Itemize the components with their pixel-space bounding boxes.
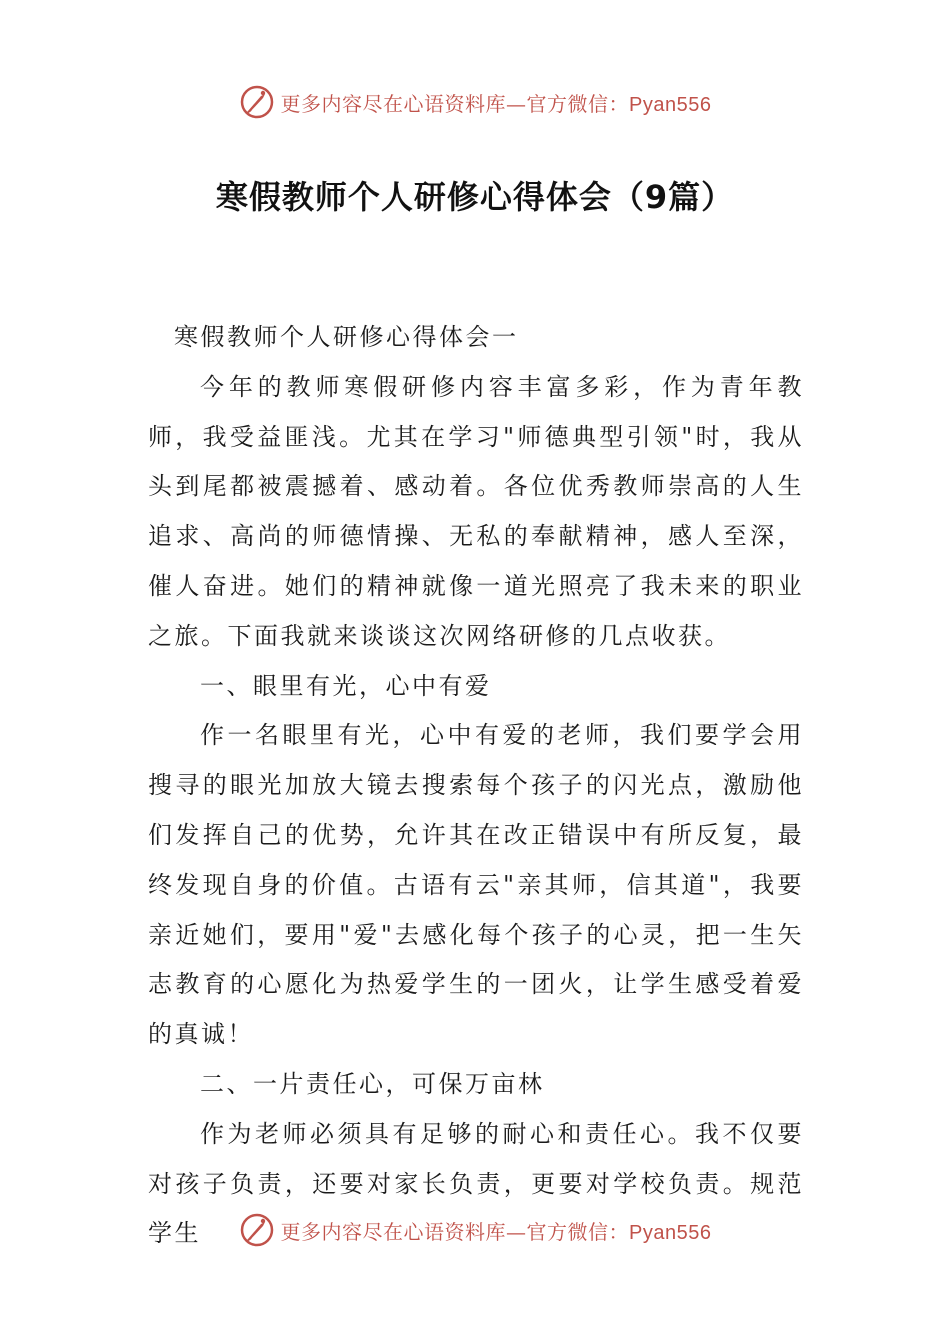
watermark-dash: — (506, 91, 527, 116)
watermark-wechat-id: Pyan556 (629, 1221, 712, 1244)
watermark-wechat-id: Pyan556 (629, 93, 712, 116)
pen-nib-logo-icon (239, 84, 275, 120)
section-title: 寒假教师个人研修心得体会一 (174, 323, 519, 351)
subheading: 一、眼里有光，心中有爱 (200, 671, 492, 700)
watermark-banner-bottom (0, 1210, 950, 1250)
watermark-wechat-label: 官方微信： (526, 91, 630, 116)
document-title: 寒假教师个人研修心得体会（9篇） (215, 178, 735, 216)
paragraph: 作为老师必须具有足够的耐心和责任心。我不仅要对孩子负责，还要对家长负责，更要对学校负责。规范学生 (148, 1119, 804, 1248)
watermark-site-text: 更多内容尽在心语资料库 (280, 91, 507, 116)
watermark-dash: — (506, 1219, 527, 1244)
document-body (148, 313, 804, 1259)
watermark-text (281, 1216, 712, 1245)
paragraph: 作一名眼里有光，心中有爱的老师，我们要学会用搜寻的眼光加放大镜去搜索每个孩子的闪光点，激励他们发挥自己的优势，允许其在改正错误中有所反复，最终发现自身的价值。古语有云"亲其师，信其道"，我要亲近她们，要用"爱"去感化每个孩子的心灵，把一生矢志教育的心愿化为热爱学生的一团火，让学生感受着爱的真诚！ (148, 721, 804, 1049)
subheading: 二、一片责任心，可保万亩林 (200, 1069, 545, 1098)
watermark-banner-top (0, 82, 950, 122)
pen-nib-logo-icon (239, 1212, 275, 1248)
watermark-text (281, 88, 712, 117)
watermark-wechat-label: 官方微信： (526, 1219, 630, 1244)
watermark-site-text: 更多内容尽在心语资料库 (280, 1219, 507, 1244)
paragraph: 今年的教师寒假研修内容丰富多彩，作为青年教师，我受益匪浅。尤其在学习"师德典型引领"时，我从头到尾都被震撼着、感动着。各位优秀教师崇高的人生追求、高尚的师德情操、无私的奉献精神，感人至深，催人奋进。她们的精神就像一道光照亮了我未来的职业之旅。下面我就来谈谈这次网络研修的几点收获。 (148, 372, 804, 650)
